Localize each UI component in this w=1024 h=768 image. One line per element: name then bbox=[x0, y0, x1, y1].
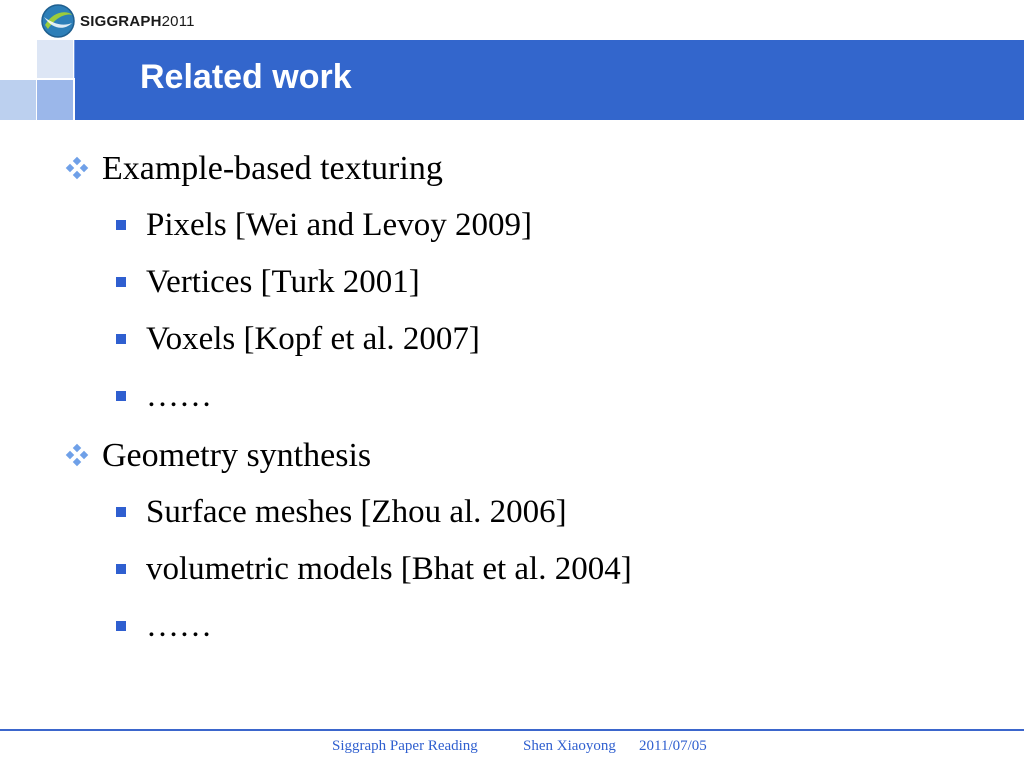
logo-year: 2011 bbox=[161, 12, 195, 30]
bullet-level2: Pixels [Wei and Levoy 2009] bbox=[146, 207, 532, 243]
square-bullet-icon bbox=[116, 334, 126, 344]
slide-title: Related work bbox=[140, 58, 352, 96]
decor-square bbox=[37, 80, 73, 120]
decor-square bbox=[0, 80, 36, 120]
square-bullet-icon bbox=[116, 564, 126, 574]
siggraph-logo bbox=[40, 2, 195, 40]
siggraph-logo-icon bbox=[40, 3, 76, 39]
bullet-level2: …… bbox=[146, 608, 212, 644]
footer-author: Shen Xiaoyong bbox=[523, 738, 616, 754]
diamond-bullet-icon bbox=[64, 156, 90, 182]
logo-brand: SIGGRAPH bbox=[80, 12, 162, 30]
bullet-level1: Example-based texturing bbox=[102, 150, 443, 187]
footer-event: Siggraph Paper Reading bbox=[332, 738, 478, 754]
bullet-level1: Geometry synthesis bbox=[102, 437, 372, 474]
logo-text bbox=[80, 13, 195, 30]
square-bullet-icon bbox=[116, 507, 126, 517]
bullet-level2: …… bbox=[146, 378, 212, 414]
decor-square bbox=[37, 40, 73, 78]
bullet-level2: volumetric models [Bhat et al. 2004] bbox=[146, 551, 632, 587]
bullet-level2: Surface meshes [Zhou al. 2006] bbox=[146, 494, 567, 530]
footer-date: 2011/07/05 bbox=[639, 738, 707, 754]
footer-divider bbox=[0, 729, 1024, 731]
square-bullet-icon bbox=[116, 277, 126, 287]
diamond-bullet-icon bbox=[64, 443, 90, 469]
bullet-level2: Vertices [Turk 2001] bbox=[146, 264, 420, 300]
bullet-level2: Voxels [Kopf et al. 2007] bbox=[146, 321, 480, 357]
square-bullet-icon bbox=[116, 391, 126, 401]
square-bullet-icon bbox=[116, 621, 126, 631]
square-bullet-icon bbox=[116, 220, 126, 230]
